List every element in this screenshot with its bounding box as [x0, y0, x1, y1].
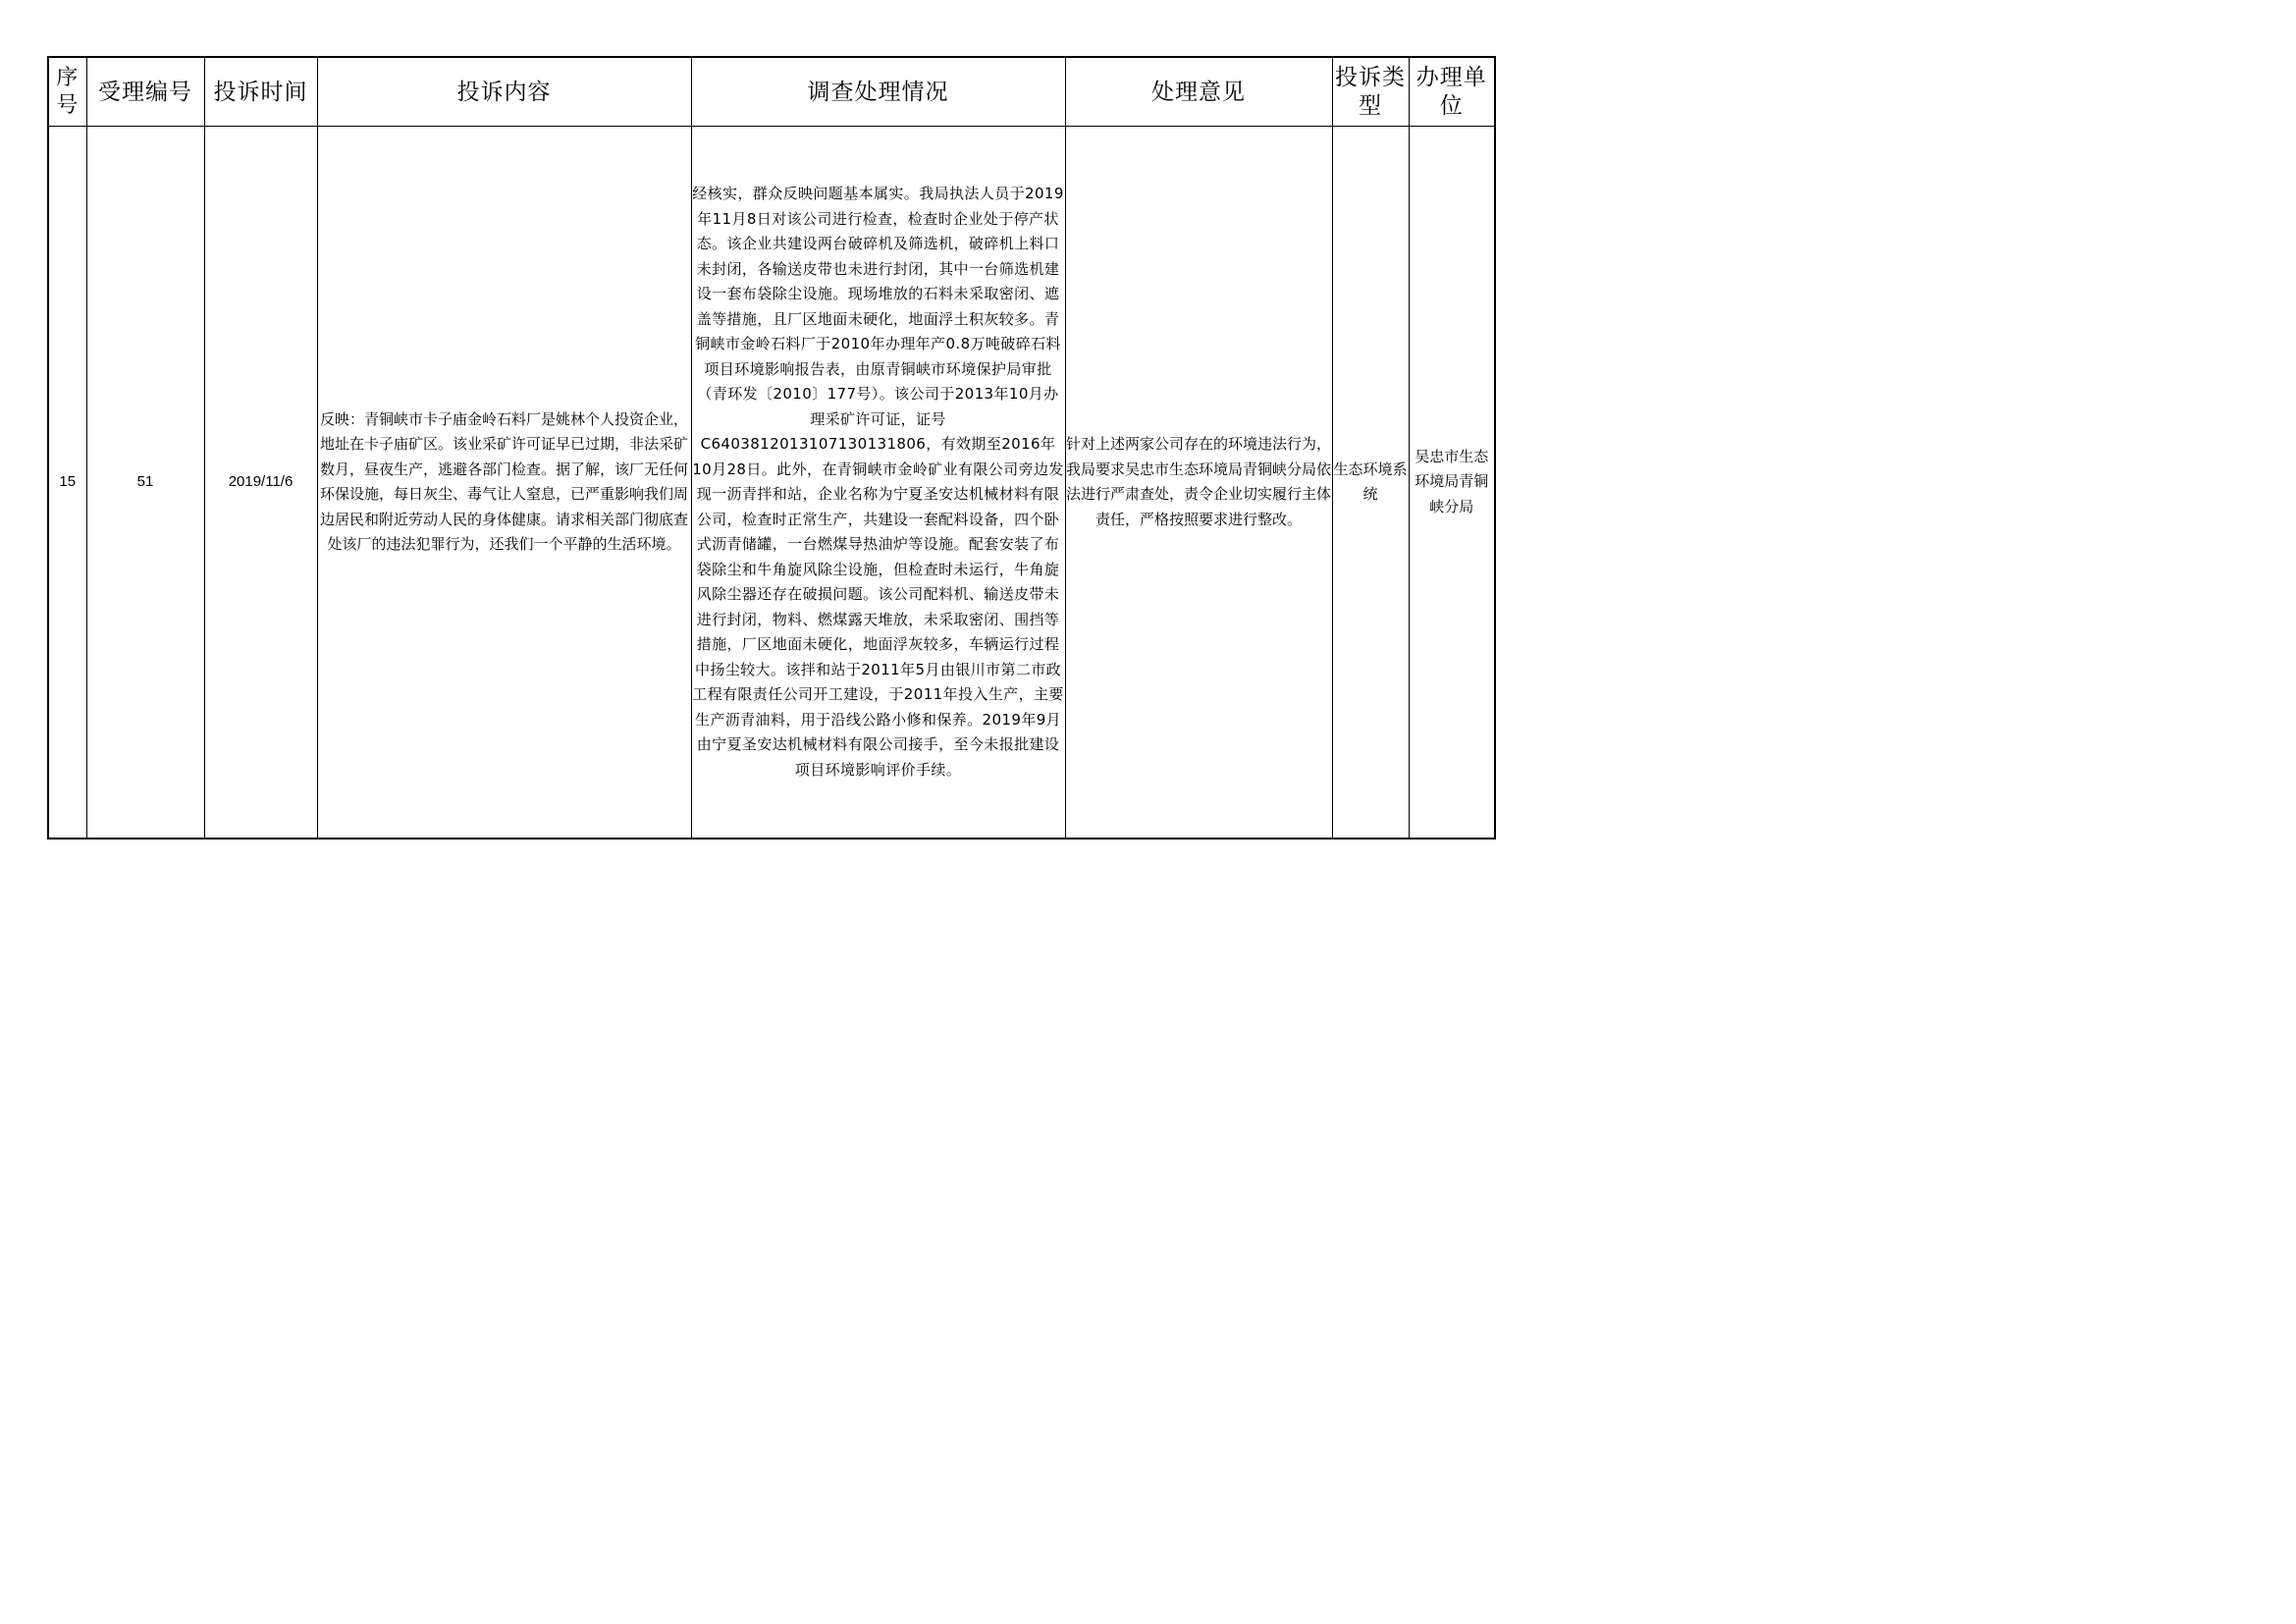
header-seq: 序号: [48, 57, 86, 127]
header-content: 投诉内容: [317, 57, 691, 127]
cell-investigation: 经核实，群众反映问题基本属实。我局执法人员于2019年11月8日对该公司进行检查，检查时企业处于停产状态。该企业共建设两台破碎机及筛选机，破碎机上料口未封闭，各输送皮带也未进行封闭，其中一台筛选机建设一套布袋除尘设施。现场堆放的石料未采取密闭、遮盖等措施，且厂区地面未硬化，地面浮土积灰较多。青铜峡市金岭石料厂于2010年办理年产0.8万吨破碎石料项目环境影响报告表，由原青铜峡市环境保护局审批（青环发〔2010〕177号）。该公司于2013年10月办理采矿许可证，证号C6403812013107130131806，有效期至2016年10月28日。此外，在青铜峡市金岭矿业有限公司旁边发现一沥青拌和站，企业名称为宁夏圣安达机械材料有限公司，检查时正常生产，共建设一套配料设备，四个卧式沥青储罐，一台燃煤导热油炉等设施。配套安装了布袋除尘和牛角旋风除尘设施，但检查时未运行，牛角旋风除尘器还存在破损问题。该公司配料机、输送皮带未进行封闭，物料、燃煤露天堆放，未采取密闭、围挡等措施，厂区地面未硬化，地面浮灰较多，车辆运行过程中扬尘较大。该拌和站于2011年5月由银川市第二市政工程有限责任公司开工建设，于2011年投入生产，主要生产沥青油料，用于沿线公路小修和保养。2019年9月由宁夏圣安达机械材料有限公司接手，至今未报批建设项目环境影响评价手续。: [691, 127, 1065, 839]
document-page: [47, 56, 1494, 839]
complaint-content-text: 反映：青铜峡市卡子庙金岭石料厂是姚林个人投资企业，地址在卡子庙矿区。该业采矿许可证早已过期，非法采矿数月，昼夜生产，逃避各部门检查。据了解，该厂无任何环保设施，每日灰尘、毒气让人窒息，已严重影响我们周边居民和附近劳动人民的身体健康。请求相关部门彻底查处该厂的违法犯罪行为，还我们一个平静的生活环境。: [319, 409, 688, 553]
table-row: [48, 127, 1495, 839]
cell-case-no: 51: [86, 127, 204, 839]
cell-seq: 15: [48, 127, 86, 839]
cell-handling-unit: 吴忠市生态环境局青铜峡分局: [1409, 127, 1495, 839]
header-opinion: 处理意见: [1065, 57, 1332, 127]
cell-complaint-time: 2019/11/6: [204, 127, 317, 839]
complaints-table: [47, 56, 1496, 839]
header-complaint-time: 投诉时间: [204, 57, 317, 127]
header-case-no: 受理编号: [86, 57, 204, 127]
header-row: [48, 57, 1495, 127]
header-investigation: 调查处理情况: [691, 57, 1065, 127]
cell-content: [317, 127, 691, 839]
cell-complaint-type: 生态环境系统: [1332, 127, 1409, 839]
header-type: 投诉类型: [1332, 57, 1409, 127]
header-unit: 办理单位: [1409, 57, 1495, 127]
cell-opinion: 针对上述两家公司存在的环境违法行为，我局要求吴忠市生态环境局青铜峡分局依法进行严肃查处，责令企业切实履行主体责任，严格按照要求进行整改。: [1065, 127, 1332, 839]
